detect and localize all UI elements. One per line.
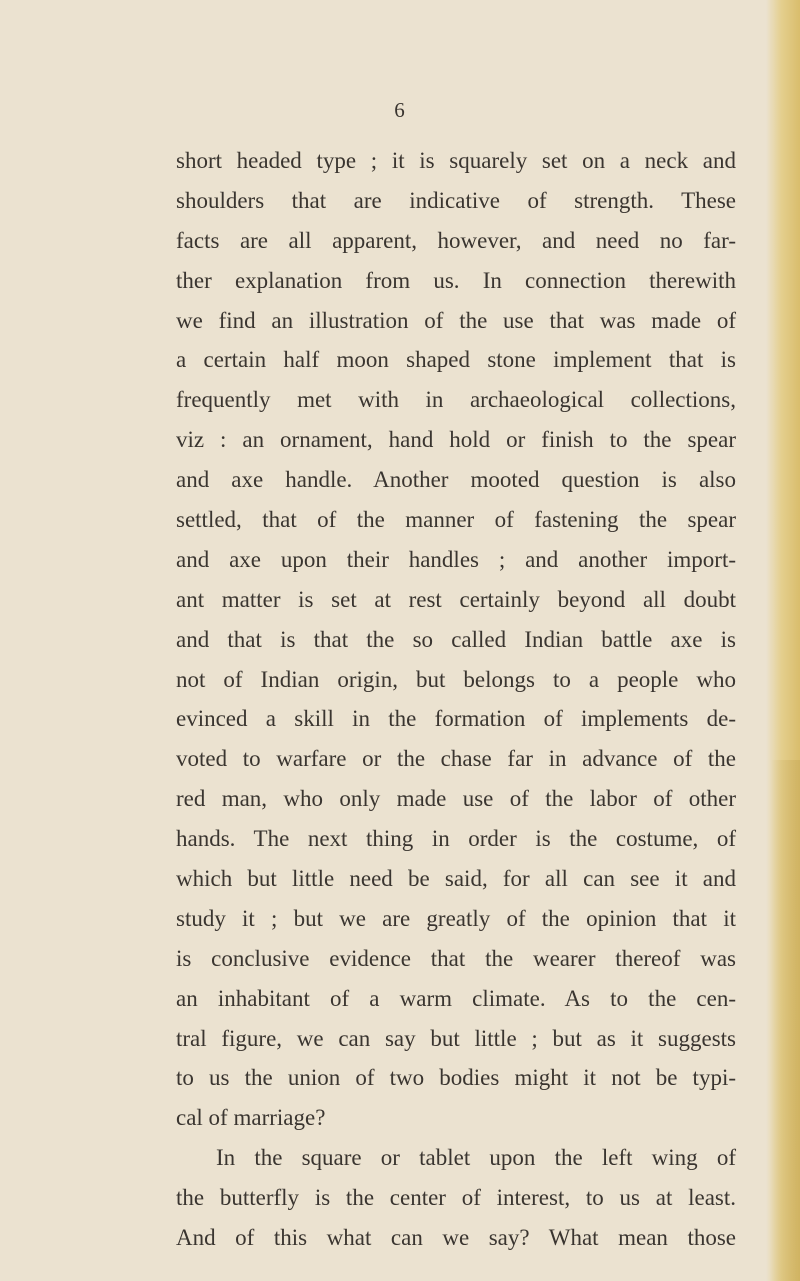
text-line: an inhabitant of a warm climate. As to the cen-	[176, 985, 736, 1011]
text-line: and axe handle. Another mooted question is also	[176, 467, 736, 493]
text-line: red man, who only made use of the labor of other	[176, 786, 736, 812]
text-line: frequently met with in archaeological collections,	[176, 387, 736, 413]
text-line: not of Indian origin, but belongs to a people who	[176, 666, 736, 692]
text-line: And of this what can we say? What mean those	[176, 1225, 736, 1251]
text-line-paragraph-start: In the square or tablet upon the left wing of	[216, 1145, 736, 1171]
text-line: ant matter is set at rest certainly beyond all doubt	[176, 586, 736, 612]
text-line: the butterfly is the center of interest, to us at least.	[176, 1185, 736, 1211]
page-edge-stain	[770, 760, 800, 1281]
text-line: shoulders that are indicative of strength. These	[176, 187, 736, 213]
text-line: is conclusive evidence that the wearer thereof was	[176, 945, 736, 971]
body-text	[176, 141, 736, 1258]
text-line: viz : an ornament, hand hold or finish to the spear	[176, 427, 736, 453]
text-line: voted to warfare or the chase far in advance of the	[176, 746, 736, 772]
text-line: study it ; but we are greatly of the opinion that it	[176, 905, 736, 931]
text-line: to us the union of two bodies might it not be typi-	[176, 1065, 736, 1091]
text-line: tral figure, we can say but little ; but as it suggests	[176, 1025, 736, 1051]
page-number: 6	[394, 98, 406, 122]
text-line: cal of marriage?	[176, 1105, 326, 1131]
text-line: we find an illustration of the use that was made of	[176, 307, 736, 333]
text-line: hands. The next thing in order is the costume, of	[176, 826, 736, 852]
text-line: evinced a skill in the formation of implements de-	[176, 706, 736, 732]
text-line: a certain half moon shaped stone implement that is	[176, 347, 736, 373]
text-line: which but little need be said, for all can see it and	[176, 866, 736, 892]
text-line: ther explanation from us. In connection therewith	[176, 267, 736, 293]
text-line: and that is that the so called Indian battle axe is	[176, 626, 736, 652]
text-line: settled, that of the manner of fastening the spear	[176, 507, 736, 533]
text-line: short headed type ; it is squarely set on a neck and	[176, 148, 736, 173]
text-line: facts are all apparent, however, and need no far-	[176, 227, 736, 253]
text-line: and axe upon their handles ; and another import-	[176, 546, 736, 572]
